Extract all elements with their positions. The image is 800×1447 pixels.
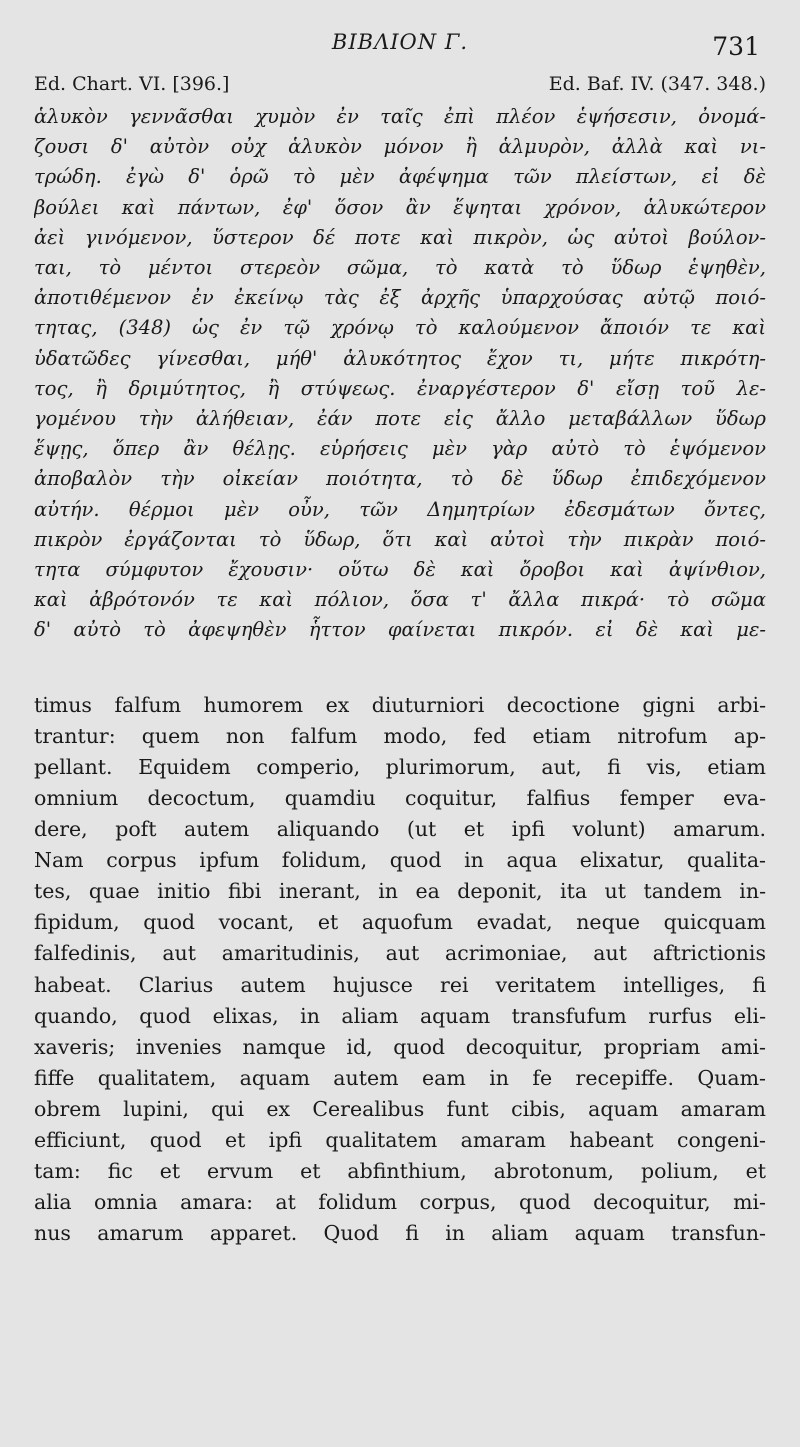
greek-text-block — [34, 102, 766, 646]
greek-text-line: αὐτήν. θέρμοι μὲν οὖν, τῶν Δημητρίων ἐδεσμάτων ὄντες, — [34, 497, 766, 521]
latin-text-block — [34, 690, 766, 1250]
greek-text-line: πικρὸν ἐργάζονται τὸ ὕδωρ, ὅτι καὶ αὐτοὶ τὴν πικρὰν ποιό- — [34, 527, 766, 551]
latin-text-line: nus amarum apparet. Quod fi in aliam aquam transfun- — [34, 1221, 766, 1246]
latin-text-line: fiffe qualitatem, aquam autem eam in fe recepiffe. Quam- — [34, 1065, 766, 1090]
latin-text-line: timus falfum humorem ex diuturniori decoctione gigni arbi- — [34, 692, 766, 717]
latin-text-line: xaveris; invenies namque id, quod decoquitur, propriam ami- — [34, 1034, 766, 1059]
latin-text-line: obrem lupini, qui ex Cerealibus funt cibis, aquam amaram — [34, 1096, 766, 1121]
greek-text-line: ὑδατῶδες γίνεσθαι, μήθ' ἁλυκότητος ἔχον τι, μήτε πικρότη- — [34, 346, 766, 370]
greek-text-line: καὶ ἀβρότονόν τε καὶ πόλιον, ὅσα τ' ἄλλα πικρά· τὸ σῶμα — [34, 588, 766, 612]
latin-text-line: Nam corpus ipfum folidum, quod in aqua elixatur, qualita- — [34, 848, 766, 873]
greek-text-line: ἀποβαλὸν τὴν οἰκείαν ποιότητα, τὸ δὲ ὕδωρ ἐπιδεχόμενον — [34, 467, 766, 491]
latin-text-line: tes, quae initio fibi inerant, in ea deponit, ita ut tandem in- — [34, 879, 766, 904]
greek-text-line: ζουσι δ' αὐτὸν οὐχ ἁλυκὸν μόνον ἢ ἁλμυρὸν, ἀλλὰ καὶ νι- — [34, 135, 766, 159]
greek-text-line: τος, ἢ δριμύτητος, ἢ στύψεως. ἐναργέστερον δ' εἴσῃ τοῦ λε- — [34, 376, 766, 400]
latin-text-line: fipidum, quod vocant, et aquofum evadat, neque quicquam — [34, 910, 766, 935]
latin-text-line: habeat. Clarius autem hujusce rei veritatem intelliges, fi — [34, 972, 766, 997]
latin-text-line: quando, quod elixas, in aliam aquam transfufum rurfus eli- — [34, 1003, 766, 1028]
latin-text-line: dere, poft autem aliquando (ut et ipfi volunt) amarum. — [34, 817, 766, 842]
latin-text-line: omnium decoctum, quamdiu coquitur, falfius femper eva- — [34, 785, 766, 810]
greek-text-line: ἁλυκὸν γεννᾶσθαι χυμὸν ἐν ταῖς ἐπὶ πλέον ἑψήσεσιν, ὀνομά- — [34, 105, 766, 128]
running-head — [34, 22, 766, 61]
greek-text-line: τητα σύμφυτον ἔχουσιν· οὕτω δὲ καὶ ὄροβοι καὶ ἀψίνθιον, — [34, 558, 766, 582]
greek-text-line: ται, τὸ μέντοι στερεὸν σῶμα, τὸ κατὰ τὸ ὕδωρ ἑψηθὲν, — [34, 256, 766, 280]
latin-text-line: alia omnia amara: at folidum corpus, quod decoquitur, mi- — [34, 1190, 766, 1215]
greek-text-line: ἕψῃς, ὅπερ ἂν θέλῃς. εὑρήσεις μὲν γὰρ αὐτὸ τὸ ἑψόμενον — [34, 437, 766, 461]
greek-text-line: ἀεὶ γινόμενον, ὕστερον δέ ποτε καὶ πικρὸν, ὡς αὐτοὶ βούλον- — [34, 225, 766, 249]
latin-text-line: pellant. Equidem comperio, plurimorum, aut, fi vis, etiam — [34, 754, 766, 779]
latin-text-line: falfedinis, aut amaritudinis, aut acrimoniae, aut aftrictionis — [34, 941, 766, 966]
latin-text-line: tam: fic et ervum et abfinthium, abrotonum, polium, et — [34, 1159, 766, 1184]
greek-text-line: τητας, (348) ὡς ἐν τῷ χρόνῳ τὸ καλούμενον ἄποιόν τε καὶ — [34, 316, 766, 340]
latin-text-line: efficiunt, quod et ipfi qualitatem amaram habeant congeni- — [34, 1127, 766, 1152]
edition-reference-line — [34, 72, 766, 96]
edition-chartier-reference: Ed. Chart. VI. [396.] — [34, 73, 230, 95]
greek-text-line: δ' αὐτὸ τὸ ἀφεψηθὲν ἧττον φαίνεται πικρόν. εἰ δὲ καὶ με- — [34, 618, 766, 642]
latin-text-line: trantur: quem non falfum modo, fed etiam nitrofum ap- — [34, 723, 766, 748]
greek-text-line: τρώδη. ἐγὼ δ' ὁρῶ τὸ μὲν ἀφέψημα τῶν πλείστων, εἰ δὲ — [34, 165, 766, 189]
page-number: 731 — [712, 32, 760, 61]
running-title: BIBΛION Γ. — [331, 30, 469, 54]
edition-basel-reference: Ed. Baf. IV. (347. 348.) — [548, 73, 766, 95]
greek-text-line: βούλει καὶ πάντων, ἐφ' ὅσον ἂν ἕψηται χρόνον, ἁλυκώτερον — [34, 195, 766, 219]
greek-text-line: ἀποτιθέμενον ἐν ἐκείνῳ τὰς ἐξ ἀρχῆς ὑπαρχούσας αὐτῷ ποιό- — [34, 286, 766, 310]
greek-text-line: γομένου τὴν ἀλήθειαν, ἐάν ποτε εἰς ἄλλο μεταβάλλων ὕδωρ — [34, 407, 766, 431]
